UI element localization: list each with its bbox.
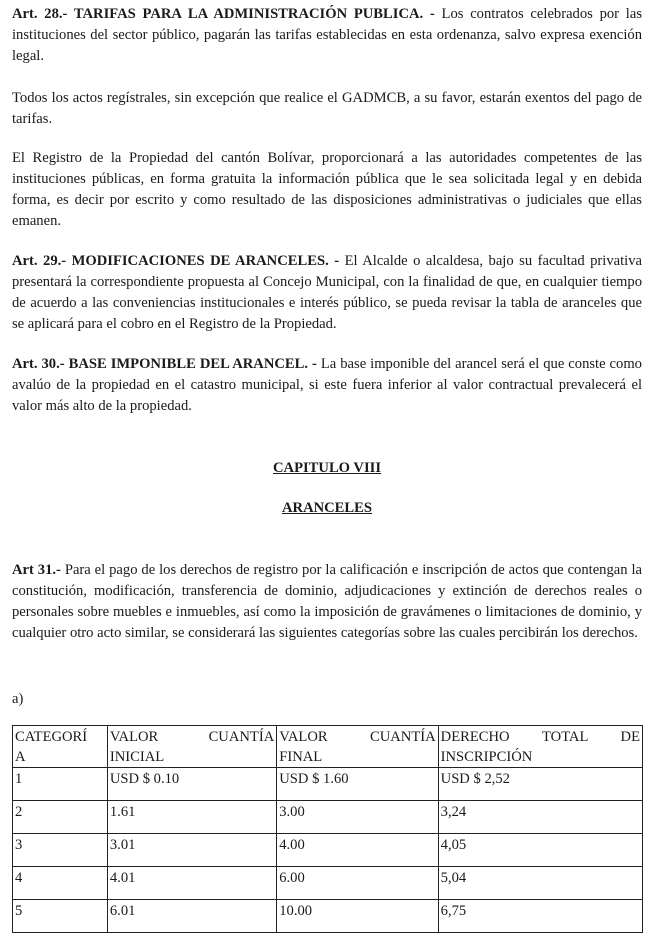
fees-table <box>12 725 643 933</box>
table-cell: 2 <box>13 801 108 834</box>
article-28-heading: Art. 28.- TARIFAS PARA LA ADMINISTRACIÓN PUBLICA. - <box>12 6 435 22</box>
header-valor-final: VALOR CUANTÍA FINAL <box>277 726 438 768</box>
table-cell: 3,24 <box>438 801 642 834</box>
table-cell: 4 <box>13 867 108 900</box>
article-29-heading: Art. 29.- MODIFICACIONES DE ARANCELES. - <box>12 253 340 269</box>
table-cell: 1.61 <box>107 801 276 834</box>
table-cell: 4,05 <box>438 834 642 867</box>
table-cell: 6.00 <box>277 867 438 900</box>
table-header-row <box>13 726 643 768</box>
table-cell: 10.00 <box>277 900 438 933</box>
table-cell: 4.00 <box>277 834 438 867</box>
list-item-letter: a) <box>12 691 24 707</box>
chapter-heading: CAPITULO VIII <box>273 460 381 476</box>
article-30-text: La base imponible del arancel será el que conste como avalúo de la propiedad en el catastro municipal, si este fuera inferior al valor contractual prevalecerá el valor más alto de la propiedad. <box>12 356 642 414</box>
article-30 <box>12 354 642 417</box>
table-row <box>13 768 643 801</box>
paragraph-registry-info: El Registro de la Propiedad del cantón Bolívar, proporcionará a las autoridades competentes de las instituciones públicas, en forma gratuita la información pública que le sea solicitada legal y en debida forma, es decir por escrito y como resultado de las disposiciones administrativas o judiciales que ellas emanen. <box>12 150 642 229</box>
table-cell: USD $ 2,52 <box>438 768 642 801</box>
article-28 <box>12 4 642 67</box>
article-29-text: El Alcalde o alcaldesa, bajo su facultad privativa presentará la correspondiente propuesta al Concejo Municipal, con la finalidad de que, en cualquier tiempo de acuerdo a las conveniencias institucionales e interés público, se pueda revisar la tabla de aranceles que se aplicará para el cobro en el Registro de la Propiedad. <box>12 253 642 332</box>
table-cell: 1 <box>13 768 108 801</box>
table-row <box>13 867 643 900</box>
header-derecho-total: DERECHO TOTAL DE INSCRIPCIÓN <box>438 726 642 768</box>
paragraph-exemptions: Todos los actos regístrales, sin excepción que realice el GADMCB, a su favor, estarán exentos del pago de tarifas. <box>12 90 642 127</box>
article-29 <box>12 251 642 335</box>
header-valor-inicial: VALOR CUANTÍA INICIAL <box>107 726 276 768</box>
article-28-text: Los contratos celebrados por las instituciones del sector público, pagarán las tarifas establecidas en esta ordenanza, salvo expresa exención legal. <box>12 6 642 64</box>
article-31 <box>12 560 642 644</box>
table-cell: 3.00 <box>277 801 438 834</box>
table-cell: 6.01 <box>107 900 276 933</box>
table-cell: 3 <box>13 834 108 867</box>
article-30-heading: Art. 30.- BASE IMPONIBLE DEL ARANCEL. - <box>12 356 317 372</box>
table-cell: 3.01 <box>107 834 276 867</box>
article-31-text: Para el pago de los derechos de registro por la calificación e inscripción de actos que contengan la constitución, modificación, transferencia de dominio, adjudicaciones y extinción de derechos reales o personales sobre muebles e inmuebles, así como la imposición de gravámenes o limitaciones de dominio, y cualquier otro acto similar, se considerará las siguientes categorías sobre las cuales percibirán los derechos. <box>12 562 642 641</box>
table-row <box>13 801 643 834</box>
chapter-title: ARANCELES <box>281 500 372 516</box>
table-cell: 4.01 <box>107 867 276 900</box>
header-categoria: CATEGORÍ A <box>13 726 108 768</box>
table-row <box>13 834 643 867</box>
table-cell: 5 <box>13 900 108 933</box>
table-cell: USD $ 0.10 <box>107 768 276 801</box>
article-31-heading: Art 31.- <box>12 562 61 578</box>
table-cell: USD $ 1.60 <box>277 768 438 801</box>
table-cell: 5,04 <box>438 867 642 900</box>
table-row <box>13 900 643 933</box>
table-cell: 6,75 <box>438 900 642 933</box>
